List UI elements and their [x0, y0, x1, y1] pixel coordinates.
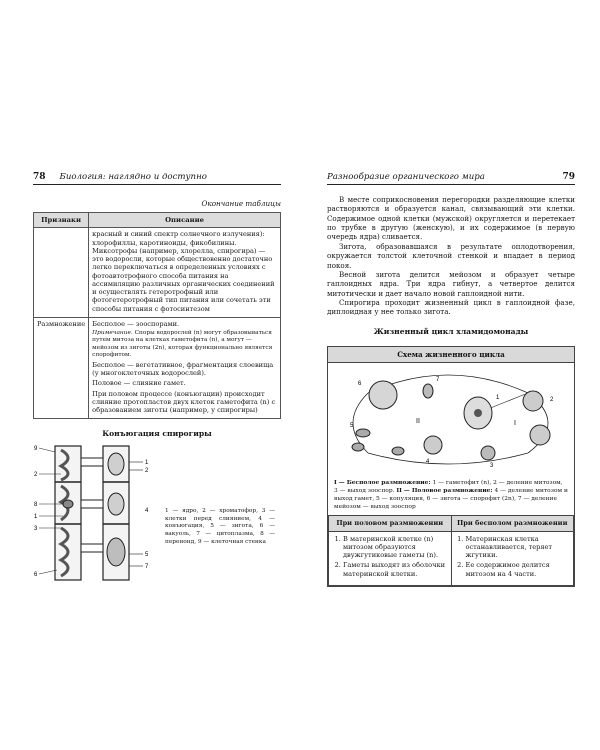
table-row	[329, 531, 574, 585]
running-title: Биология: наглядно и доступно	[59, 172, 207, 182]
dividing-cell	[523, 391, 543, 411]
figure-number: 1	[34, 514, 38, 521]
left-page	[33, 168, 281, 584]
figure-number: 9	[34, 446, 38, 453]
conjugation-tube	[81, 544, 103, 552]
figure-number: 7	[145, 564, 149, 571]
scheme-title: Схема жизненного цикла	[328, 347, 574, 363]
paragraph: В месте соприкосновения перегородки разделяющие клетки растворяются и образуется канал, связывающий эти клетки. Содержимое одной клетки (мужской) округляется и перетекает по трубке в другую (женскую), и их содержимое (в первую очередь ядра) сливается.	[327, 195, 575, 242]
paragraph: Весной зигота делится мейозом и образует четыре гаплоидных ядра. Три ядра гибнут, а четвертое делится митотически и дает начало новой гаплоидной нити.	[327, 269, 575, 298]
copulation	[356, 429, 370, 437]
column-header: Описание	[89, 213, 281, 228]
spirogyra-illustration	[33, 444, 163, 584]
list-item: 2. Ее содержимое делится митозом на 4 части.	[466, 561, 571, 577]
zygote	[63, 500, 73, 508]
life-cycle-diagram	[328, 363, 574, 473]
note-text	[92, 330, 277, 359]
paragraph: Зигота, образовавшаяся в результате оплодотворения, окружается толстой клеточной стенкой и впадает в период покоя.	[327, 241, 575, 270]
gamete	[392, 447, 404, 455]
diagram-caption	[328, 477, 574, 516]
figure-number: 6	[34, 572, 38, 579]
nucleus	[474, 409, 482, 417]
right-page-header	[327, 168, 575, 185]
figure-number: 8	[34, 502, 38, 509]
cycle-number: 2	[550, 396, 554, 403]
description-text: Бесполое — зооспорами.	[92, 319, 180, 328]
zygote	[107, 538, 125, 566]
asexual-cell	[451, 531, 574, 585]
section-title: Жизненный цикл хламидомонады	[373, 326, 529, 336]
column-header: При бесполом размножении	[451, 516, 574, 531]
page-number: 79	[562, 172, 575, 182]
figure-legend: 1 — ядро, 2 — хроматофор, 3 — клетки перед слиянием, 4 — конъюгация, 5 — зигота, 6 — вакуоль, 7 — цитоплазма, 8 — перенонд, 9 — клеточная стенка	[165, 508, 275, 545]
cycle-arrow	[368, 453, 528, 464]
sexual-cell	[329, 531, 452, 585]
note-body: Споры водорослей (n) могут образовываться путем митоза на клетках гаметофита (n), а могут — мейозом из зиготы (2n), которая функционально является спорофитом.	[92, 330, 273, 358]
description-cell	[89, 317, 281, 419]
cycle-number: 4	[426, 458, 430, 465]
list-item: 1. Материнская клетка останавливается, теряет жгутики.	[466, 535, 571, 560]
figure-number: 2	[145, 468, 149, 475]
description-cell	[89, 228, 281, 317]
right-page	[327, 168, 575, 587]
figure-title: Конъюгация спирогиры	[102, 429, 212, 439]
left-page-header	[33, 168, 281, 185]
table-row	[34, 228, 281, 317]
cycle-number: 5	[350, 422, 354, 429]
zoospore	[423, 384, 433, 398]
feature-cell: Размножение	[34, 317, 89, 419]
cycle-number: 6	[358, 380, 362, 387]
column-header: При половом размножении	[329, 516, 452, 531]
list-item: 2. Гаметы выходят из оболочки материнской клетки.	[343, 561, 448, 577]
conjugation-tube	[81, 458, 103, 466]
caption-text: 4 — деление митозом и выход гамет, 5 — копуляция, 6 — зигота — спорофит (2n), 7 — деление мейозом — выход зооспор	[334, 488, 568, 510]
paragraph: Спирогира проходит жизненный цикл в гаплоидной фазе, диплоидная у нее только зигота.	[327, 297, 575, 317]
features-table	[33, 212, 281, 419]
caption-label: II — Половое размножение:	[396, 487, 493, 495]
dividing-cell	[530, 425, 550, 445]
note-label: Примечание.	[92, 330, 133, 337]
list-item: 1. В материнской клетке (n) митозом образуются двужгутиковые гаметы (n).	[343, 535, 448, 560]
cycle-phase-label: I	[514, 419, 516, 427]
cycle-number: 3	[490, 462, 494, 469]
cycle-number: 7	[436, 376, 440, 383]
page-number: 78	[33, 172, 46, 182]
life-cycle-box	[327, 346, 575, 587]
feature-cell	[34, 228, 89, 317]
protoplast	[108, 493, 124, 515]
figure-number: 2	[34, 472, 38, 479]
zygote	[369, 381, 397, 409]
figure-number: 3	[34, 526, 38, 533]
protoplast	[108, 453, 124, 475]
gamete-cell	[424, 436, 442, 454]
body-text	[327, 195, 575, 317]
running-title: Разнообразие органического мира	[327, 172, 485, 182]
conjugation-tube	[81, 500, 103, 508]
description-text: красный и синий спектр солнечного излучения): хлорофиллы, каротиноиды, фикобилины. Миксотрофы (например, хлорелла, спирогира) — это водоросли, которые обществовенно достаточно легко переключаться в определенных условиях с фотоавтотрофного способа питания на ассимиляцию различных органических соединений и осуществлять гетеротрофный или фотогетеротрофный тип питания или сочетать эти способы питания с фотосинтезом	[92, 230, 275, 313]
table-row	[34, 317, 281, 419]
column-header: Признаки	[34, 213, 89, 228]
cycle-phase-label: II	[416, 417, 420, 425]
description-text: Половое — слияние гамет.	[92, 379, 186, 388]
cycle-number: 1	[496, 394, 500, 401]
copulation	[352, 443, 364, 451]
spirogyra-figure	[33, 444, 281, 584]
figure-number: 5	[145, 552, 149, 559]
zoospore	[481, 446, 495, 460]
comparison-table	[328, 515, 574, 585]
table-continued-label: Окончание таблицы	[201, 199, 281, 208]
description-text: Бесполое — вегетативное, фрагментация слоевища (у многоклеточных водорослей).	[92, 361, 274, 378]
caption-text: 1 — гаметофит (n), 2 — деление митозом, 3 — выход зооспор.	[334, 479, 563, 495]
figure-number: 1	[145, 460, 149, 467]
figure-number: 4	[145, 508, 149, 515]
caption-label: I — Бесполое размножение:	[334, 478, 431, 486]
description-text: При половом процессе (конъюгации) происходит слияние протопластов двух клеток гаметофита (n) с образованием зиготы (например, у спирогиры)	[92, 389, 276, 415]
